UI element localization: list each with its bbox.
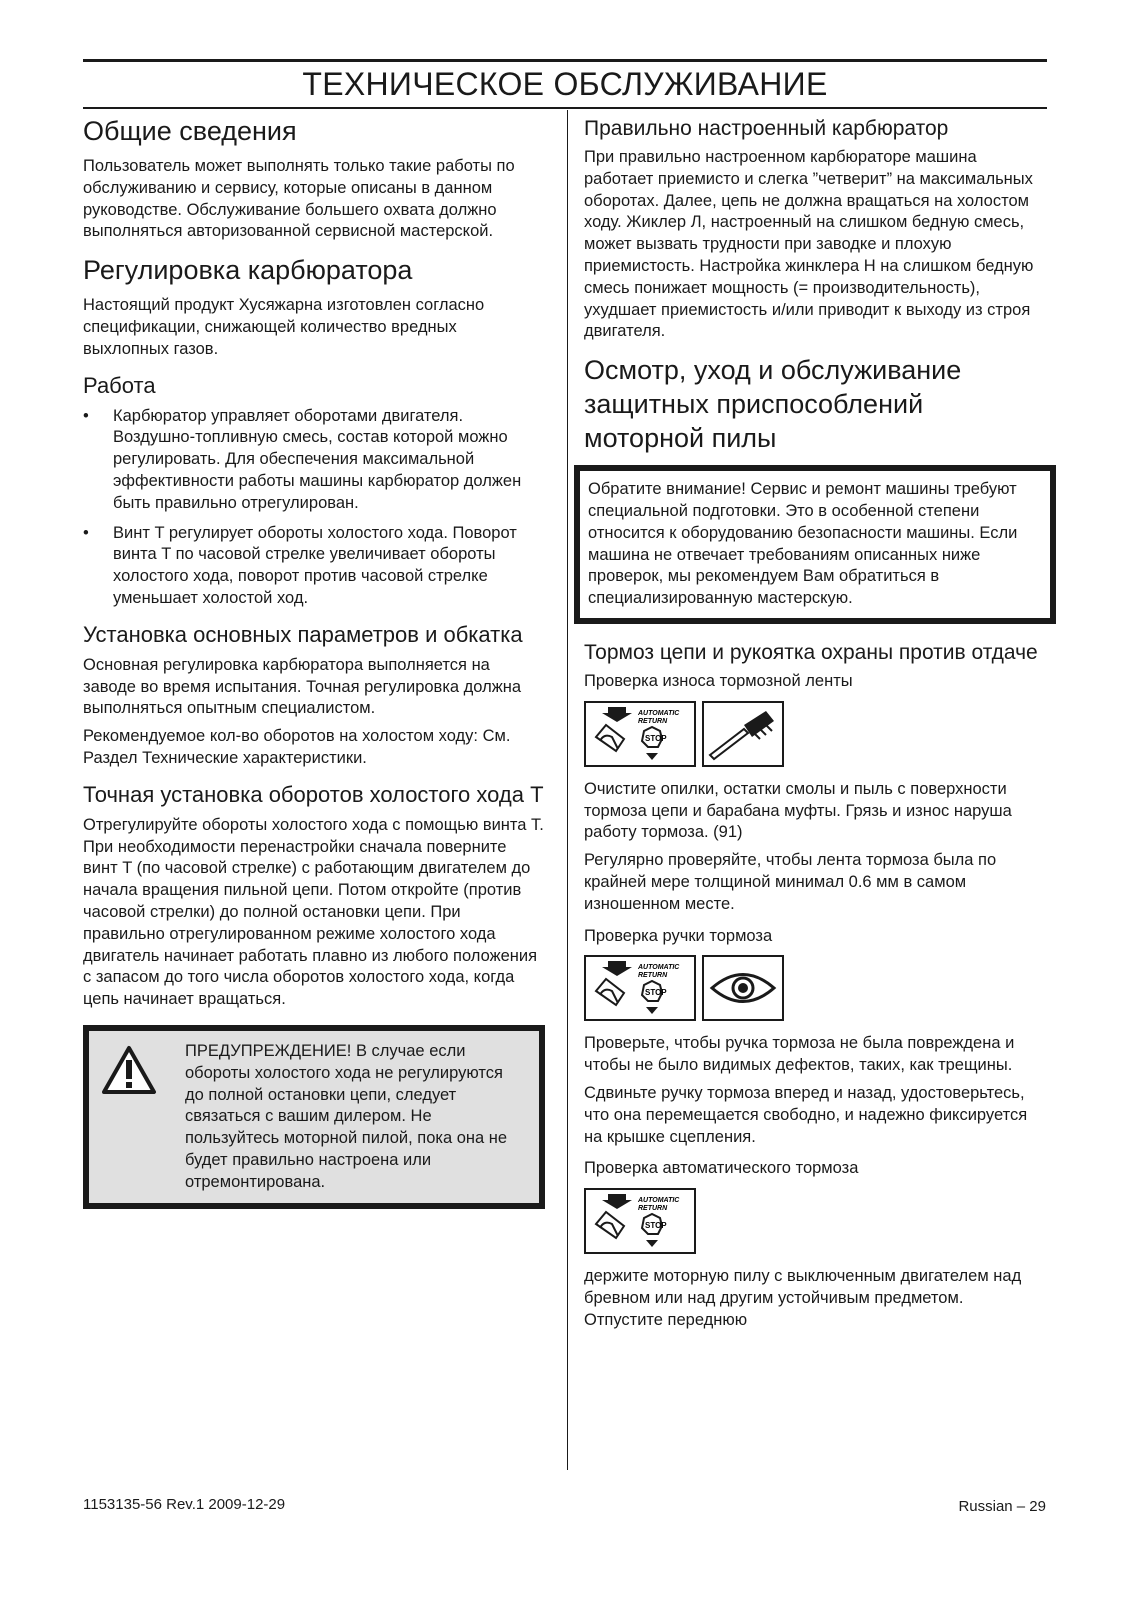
left-column xyxy=(83,114,545,1209)
check1-label: Проверка износа тормозной ленты xyxy=(584,671,853,690)
footer-doc-id: 1153135-56 Rev.1 2009-12-29 xyxy=(83,1496,286,1513)
icon-label-stop: STOP xyxy=(645,1221,667,1231)
icon-label-return: RETURN xyxy=(638,972,668,980)
work-bullet-list xyxy=(83,406,545,610)
header-rule-top xyxy=(83,59,1047,62)
idle-heading: Точная установка оборотов холостого хода T xyxy=(83,781,544,807)
check2-icons xyxy=(584,955,1046,1021)
brake-heading: Тормоз цепи и рукоятка охраны против отдаче xyxy=(584,640,1038,664)
work-heading: Работа xyxy=(83,372,156,398)
check1-icons xyxy=(584,701,1046,767)
correct-carb-heading: Правильно настроенный карбюратор xyxy=(584,117,949,140)
icon-label-return: RETURN xyxy=(638,1205,668,1213)
check1-text-1: Очистите опилки, остатки смолы и пыль с поверхности тормоза цепи и барабана муфты. Грязь и износ наруша работу тормоза. (91) xyxy=(584,779,1012,842)
bullet-text: Винт T регулирует обороты холостого хода. Поворот винта T по часовой стрелке увеличивает обороты холостого хода, поворот против часовой стрелке уменьшает холостой ход. xyxy=(113,523,517,607)
list-item xyxy=(83,523,545,610)
check2-label: Проверка ручки тормоза xyxy=(584,926,773,945)
safety-heading: Осмотр, уход и обслуживание защитных приспособлений моторной пилы xyxy=(584,355,962,454)
column-divider xyxy=(567,110,568,1470)
note-text: Обратите внимание! Сервис и ремонт машины требуют специальной подготовки. Это в особенной степени относится к оборудованию безопасности машины. Если машина не отвечает требованиям описанных ниже проверок, мы рекомендуем Вам обратиться в специализированную мастерскую. xyxy=(588,480,1018,608)
basic-setup-text-1: Основная регулировка карбюратора выполняется на заводе во время испытания. Точная регулировка должна выполняться опытным специалистом. xyxy=(83,655,522,718)
carb-text: Настоящий продукт Хусяжарна изготовлен согласно спецификации, снижающей количество вредных выхлопных газов. xyxy=(83,296,485,358)
correct-carb-text: При правильно настроенном карбюраторе машина работает приемисто и слегка ”четверит” на максимальных оборотах. Далее, цепь не должна вращаться на холостом ходу. Жиклер Л, настроенный на слишком бедную смесь, может вызвать трудности при заводке и плохую приемистость. Настройка жинклера Н на слишком бедную смесь понижает мощность (= производительность), ухудшает приемистость и/или приводит к выходу из строя двигателя. xyxy=(584,148,1034,341)
bullet-text: Карбюратор управляет оборотами двигателя. Воздушно-топливную смесь, состав которой можно регулировать. Для обеспечения максимальной эффективности работы машины карбюратор должен быть правильно отрегулирован. xyxy=(113,406,522,512)
idle-text: Отрегулируйте обороты холостого хода с помощью винта T. При необходимости перенастройки сначала поверните винт T (по часовой стрелке) с работающим двигателем до начала вращения пильной цепи. Потом откройте (против часовой стрелки) до полной остановки цепи. При правильно отрегулированном режиме холостого хода двигатель начинает работать плавно из любого положения с запасом до того числа оборотов холостого хода, когда цепь начинает вращаться. xyxy=(83,815,544,1009)
basic-setup-heading: Установка основных параметров и обкатка xyxy=(83,621,523,647)
carb-heading: Регулировка карбюратора xyxy=(83,255,413,286)
check3-label: Проверка автоматического тормоза xyxy=(584,1159,859,1178)
header-rule-bottom xyxy=(83,107,1047,109)
footer-page-number: Russian – 29 xyxy=(958,1498,1046,1515)
automatic-return-stop-icon xyxy=(584,1188,696,1254)
check3-text: держите моторную пилу с выключенным двигателем над бревном или над другим устойчивым предметом. Отпустите переднюю xyxy=(584,1267,1022,1329)
automatic-return-stop-icon xyxy=(584,955,696,1021)
list-item xyxy=(83,406,545,515)
brush-icon xyxy=(702,701,784,767)
bullet-mark: • xyxy=(83,523,89,542)
icon-label-automatic: AUTOMATIC xyxy=(638,964,680,972)
general-text: Пользователь может выполнять только такие работы по обслуживанию и сервису, которые описаны в данном руководстве. Обслуживание большего охвата должно выполняться авторизованной сервисной мастерской. xyxy=(83,157,515,241)
right-column xyxy=(584,114,1046,1338)
automatic-return-stop-icon xyxy=(584,701,696,767)
general-heading: Общие сведения xyxy=(83,116,297,146)
warning-triangle-icon xyxy=(101,1045,157,1095)
note-box xyxy=(574,465,1056,624)
icon-label-return: RETURN xyxy=(638,717,668,725)
icon-label-stop: STOP xyxy=(645,988,667,998)
icon-label-stop: STOP xyxy=(645,733,667,743)
check2-text-2: Сдвиньте ручку тормоза вперед и назад, удостоверьтесь, что она перемещается свободно, и надежно фиксируется на крышке сцепления. xyxy=(584,1083,1028,1146)
check3-icons xyxy=(584,1188,1046,1254)
basic-setup-text-2: Рекомендуемое кол-во оборотов на холостом ходу: См. Раздел Технические характеристики. xyxy=(83,727,511,767)
warning-box xyxy=(83,1025,545,1210)
icon-label-automatic: AUTOMATIC xyxy=(638,709,680,717)
bullet-mark: • xyxy=(83,406,89,425)
icon-label-automatic: AUTOMATIC xyxy=(638,1197,680,1205)
page-title: ТЕХНИЧЕСКОЕ ОБСЛУЖИВАНИЕ xyxy=(302,66,828,102)
eye-icon xyxy=(702,955,784,1021)
check2-text-1: Проверьте, чтобы ручка тормоза не была повреждена и чтобы не было видимых дефектов, таких, как трещины. xyxy=(584,1034,1015,1075)
check1-text-2: Регулярно проверяйте, чтобы лента тормоза была по крайней мере толщиной минимал 0.6 мм в самом изношенном месте. xyxy=(584,851,997,913)
warning-text: ПРЕДУПРЕЖДЕНИЕ! В случае если обороты холостого хода не регулируются до полной остановки цепи, следует связаться с вашим дилером. Не пользуйтесь моторной пилой, пока она не будет правильно настроена или отремонтирована. xyxy=(185,1041,508,1191)
